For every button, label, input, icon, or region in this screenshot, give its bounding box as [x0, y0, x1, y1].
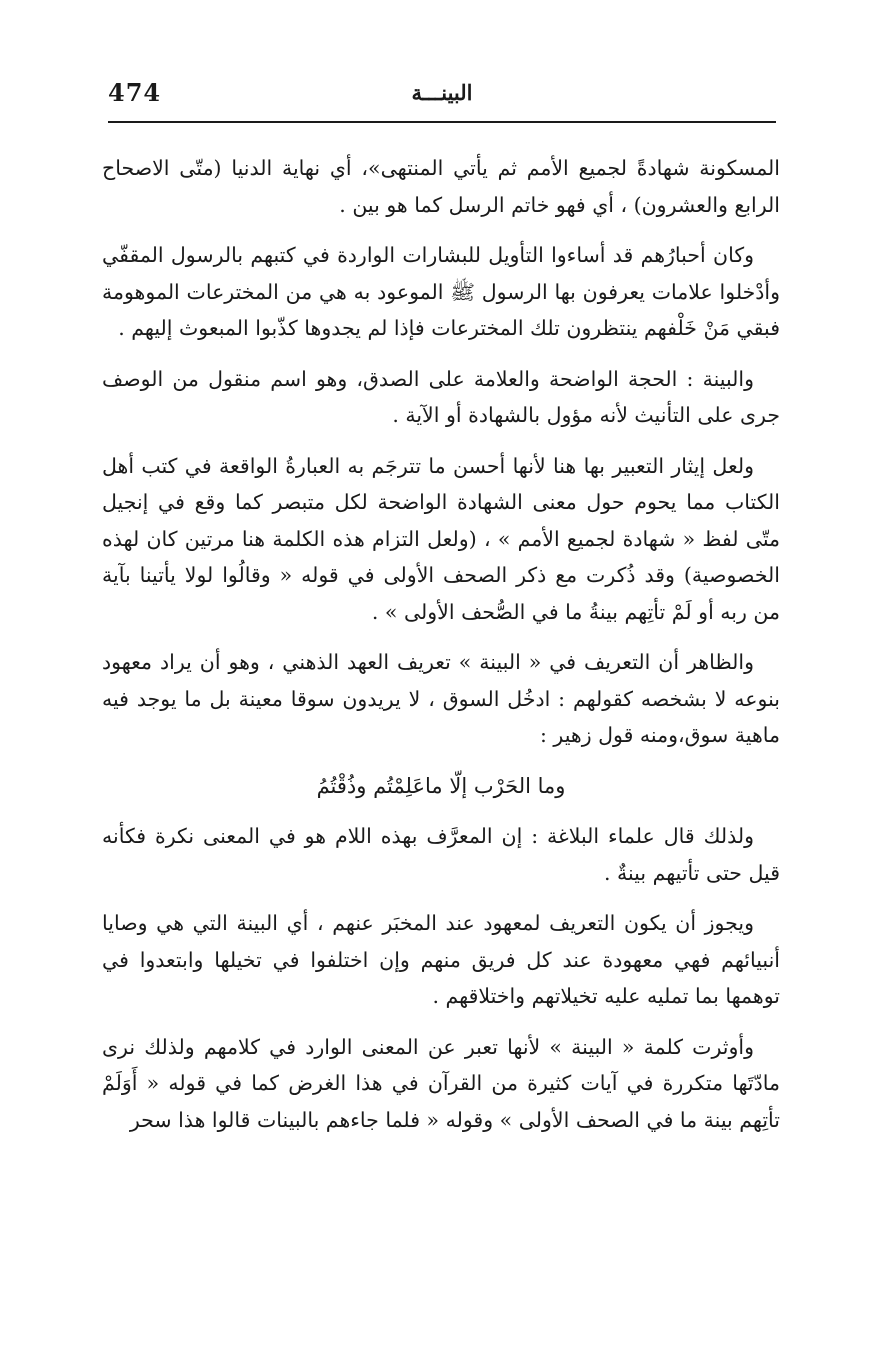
paragraph-8: وأوثرت كلمة « البينة » لأنها تعبر عن المعنى الوارد في كلامهم ولذلك نرى مادّتَها متكررة في آيات كثيرة من القرآن في هذا الغرض كما في قوله « أَوَلَمْ تأتِهم بينة ما في الصحف الأولى » وقوله « فلما جاءهم بالبينات قالوا هذا سحر — [102, 1034, 780, 1132]
paragraph-1: المسكونة شهادةً لجميع الأمم ثم يأتي المنتهى»، أي نهاية الدنيا (متّى الاصحاح الرابع والعشرون) ، أي فهو خاتم الرسل كما هو بين . — [102, 156, 780, 217]
paragraph-5: والظاهر أن التعريف في « البينة » تعريف العهد الذهني ، وهو أن يراد معهود بنوعه لا بشخصه كقولهم : ادخُل السوق ، لا يريدون سوقا معينة بل ما يوجد فيه ماهية سوق،ومنه قول زهير : — [102, 650, 780, 747]
paragraph-7: ويجوز أن يكون التعريف لمعهود عند المخبَر عنهم ، أي البينة التي هي وصايا أنبيائهم فهي معهودة عند كل فريق منهم وإن اختلفوا في تخيلها وابتعدوا في توهمها بما تمليه عليه تخيلاتهم واختلاقهم . — [102, 911, 780, 1008]
paragraph-4: ولعل إيثار التعبير بها هنا لأنها أحسن ما تترجَم به العبارةُ الواقعة في كتب أهل الكتاب مما يحوم حول معنى الشهادة الواضحة لكل متبصر كما وقع في إنجيل متّى لفظ « شهادة لجميع الأمم » ، (ولعل التزام هذه الكلمة هنا مرتين كان لهذه الخصوصية) وقد ذُكرت مع ذكر الصحف الأولى في قوله « وقالُوا لولا يأتينا بآية من ربه أو لَمْ تأتِهم بينةُ ما في الصُّحف الأولى » . — [102, 453, 780, 624]
page-body — [102, 150, 780, 1152]
paragraph-2: وكان أحبارُهم قد أساءوا التأويل للبشارات الواردة في كتبهم بالرسول المقفّي وأدْخلوا علامات يعرفون بها الرسول ﷺ الموعود به هي من المخترعات الموهومة فبقي مَنْ خَلْفهم ينتظرون تلك المخترعات فإذا لم يجدوها كذّبوا المبعوث إليهم . — [102, 243, 780, 340]
running-title: البينـــة — [411, 80, 473, 105]
poetry-verse: وما الحَرْب إلّا ماعَلِمْتُم وذُقْتُمُ — [316, 773, 566, 798]
page-header — [108, 78, 776, 118]
paragraph-6: ولذلك قال علماء البلاغة : إن المعرَّف بهذه اللام هو في المعنى نكرة فكأنه قيل حتى تأتيهم بينةٌ . — [102, 824, 780, 885]
page-number: 474 — [108, 78, 162, 107]
paragraph-3: والبينة : الحجة الواضحة والعلامة على الصدق، وهو اسم منقول من الوصف جرى على التأنيث لأنه مؤول بالشهادة أو الآية . — [102, 366, 780, 427]
header-rule — [108, 121, 776, 123]
